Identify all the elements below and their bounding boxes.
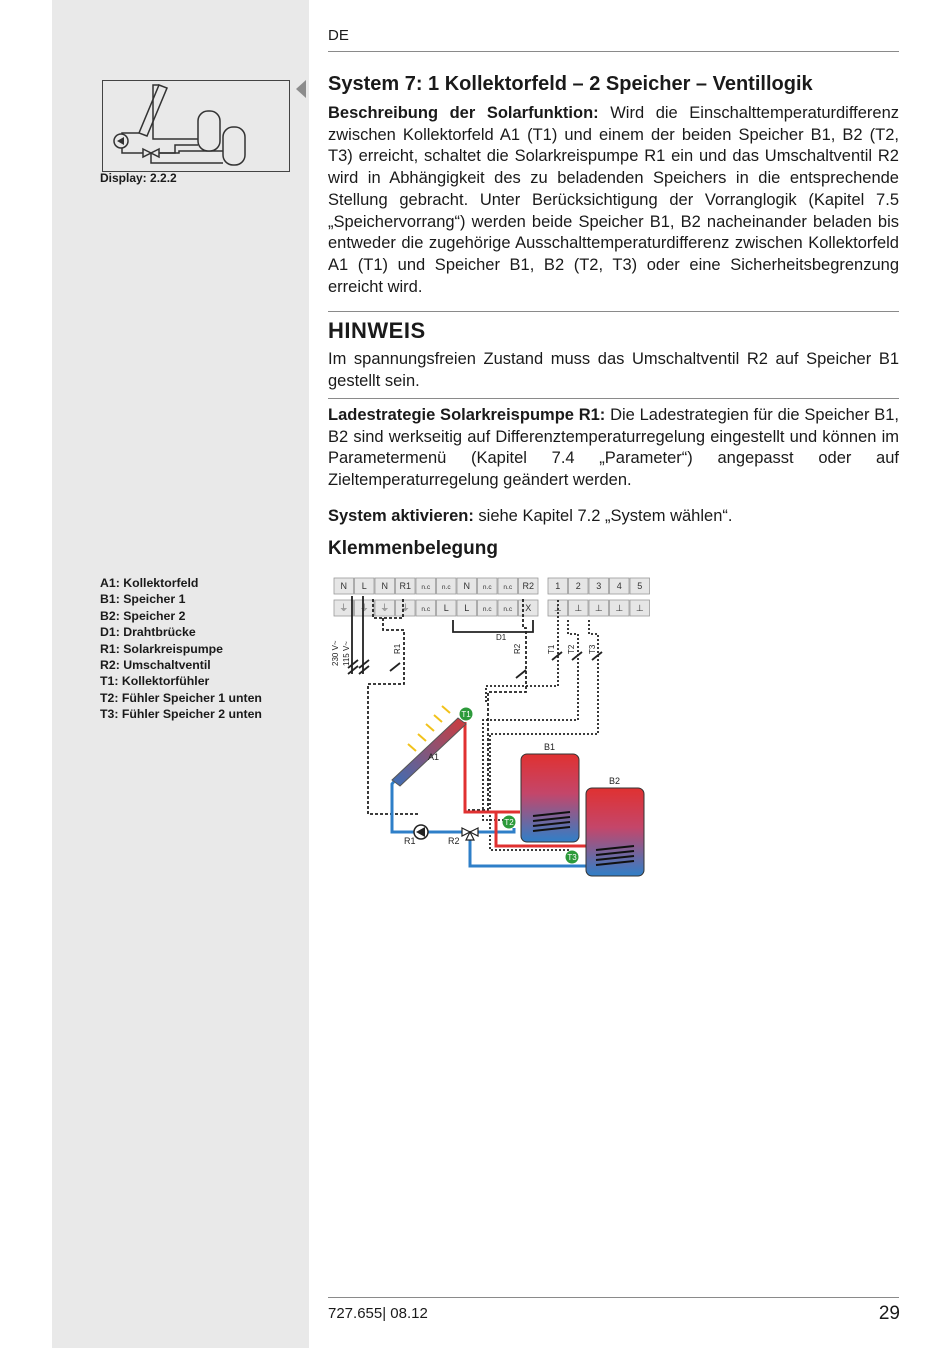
footer-rule: [328, 1297, 899, 1298]
legend-item: R1: Solarkreispumpe: [100, 641, 224, 656]
page-title: System 7: 1 Kollektorfeld – 2 Speicher – Ventillogik: [328, 73, 813, 95]
hot-pipe: [465, 722, 520, 812]
document-number: 727.655| 08.12: [328, 1305, 428, 1322]
terminal-bottom-7: n.c: [482, 606, 492, 613]
label-r2: R2: [448, 836, 460, 846]
terminal-top-9: R2: [522, 581, 535, 591]
sensor-terminal-bottom-2: ⊥: [594, 603, 603, 613]
ladestrategie-label: Ladestrategie Solarkreispumpe R1:: [328, 406, 606, 424]
hinweis-title: HINWEIS: [328, 318, 426, 343]
legend-item: T3: Fühler Speicher 2 unten: [100, 707, 262, 722]
sensor-t1-label: T1: [461, 710, 471, 719]
sensor-terminal-top-3: 4: [616, 581, 622, 591]
valve-r2-icon: [462, 828, 478, 840]
hinweis-rule-bottom: [328, 398, 899, 399]
terminal-top-6: N: [463, 581, 470, 591]
description-paragraph: [328, 103, 899, 298]
sensor-terminal-top-2: 3: [596, 581, 602, 591]
klemmenbelegung-title: Klemmenbelegung: [328, 538, 498, 559]
label-b1: B1: [544, 742, 556, 752]
wire-label-r2: R2: [513, 643, 522, 654]
header-rule: [328, 51, 899, 52]
terminal-bottom-5: L: [443, 603, 449, 613]
description-label: Beschreibung der Solarfunktion:: [328, 104, 599, 122]
wire-label-t2: T2: [567, 644, 576, 654]
terminal-top-3: R1: [399, 581, 412, 591]
wire-label-t1: T1: [547, 644, 556, 654]
ladestrategie-paragraph: [328, 405, 899, 492]
wire-label-t3: T3: [588, 644, 597, 654]
voltage-115: 115 V~: [342, 641, 351, 666]
r2-wire: [468, 599, 526, 810]
label-r1: R1: [404, 836, 416, 846]
legend-list: [100, 575, 262, 723]
aktivieren-paragraph: [328, 506, 899, 528]
terminal-top-1: L: [361, 581, 367, 591]
wiring-diagram: [328, 574, 668, 889]
terminal-top-7: n.c: [482, 584, 492, 591]
aktivieren-label: System aktivieren:: [328, 507, 474, 525]
terminal-bottom-4: n.c: [421, 606, 431, 613]
sensor-terminal-bottom-3: ⊥: [615, 603, 624, 613]
legend-item: T2: Fühler Speicher 1 unten: [100, 690, 262, 705]
sensor-terminal-bottom-1: ⊥: [574, 603, 583, 613]
voltage-230: 230 V~: [331, 640, 340, 666]
display-icon: [102, 80, 290, 172]
terminal-bottom-3: ⏚: [400, 603, 410, 613]
d1-bridge-wire: [453, 620, 533, 632]
legend-item: B2: Speicher 2: [100, 608, 186, 623]
legend-item: T1: Kollektorfühler: [100, 674, 210, 689]
page-number: 29: [878, 1303, 900, 1324]
hinweis-text: Im spannungsfreien Zustand muss das Umschaltventil R2 auf Speicher B1 gestellt sein.: [328, 350, 899, 390]
terminal-bottom-8: n.c: [503, 606, 513, 613]
legend-item: A1: Kollektorfeld: [100, 576, 199, 590]
language-code: DE: [328, 27, 349, 44]
sensor-terminal-bottom-4: ⊥: [635, 603, 644, 613]
label-a1: A1: [428, 752, 440, 762]
sensor-terminal-bottom-0: ⊥: [553, 603, 562, 613]
sensor-terminal-top-1: 2: [575, 581, 581, 591]
pointer-arrow-icon: [296, 80, 306, 98]
terminal-bottom-2: ⏚: [380, 603, 390, 613]
label-d1: D1: [496, 633, 507, 642]
terminal-top-8: n.c: [503, 584, 513, 591]
terminal-top-5: n.c: [441, 584, 451, 591]
terminal-top-0: N: [340, 581, 347, 591]
terminal-bottom-1: ⏚: [359, 603, 369, 613]
terminal-top-2: N: [381, 581, 388, 591]
aktivieren-text: siehe Kapitel 7.2 „System wählen“.: [473, 507, 733, 525]
terminal-top-4: n.c: [421, 584, 431, 591]
description-text: Wird die Einschalttemperaturdifferenz zwischen Kollektorfeld A1 (T1) und einem der beiden Speicher B1, B2 (T2, T3) erreicht, schaltet die Solarkreispumpe R1 ein und das Umschaltventil R2 wird in Abhängigkeit des zu beladenden Speichers in die entsprechende Stellung gebracht. Unter Berücksichtigung der Vorranglogik (Kapitel 7.5 „Speichervorrang“) werden beide Speicher B1, B2 nacheinander beladen bis entweder die zugehörige Ausschalttemperaturdifferenz zwischen Kollektorfeld A1 (T1) und Speicher B1, B2 (T2, T3) oder eine Sicherheitsbegrenzung erreicht wird.: [328, 104, 899, 296]
sensor-terminal-top-0: 1: [555, 581, 561, 591]
terminal-bottom-9: X: [525, 603, 532, 613]
terminal-block: [334, 578, 650, 616]
legend-item: B1: Speicher 1: [100, 592, 186, 607]
sensor-t3-label: T3: [567, 853, 577, 862]
terminal-bottom-0: ⏚: [339, 603, 349, 613]
display-label: Display: 2.2.2: [100, 171, 177, 185]
legend-item: R2: Umschaltventil: [100, 658, 211, 673]
ladestrategie-text: Die Ladestrategien für die Speicher B1, B2 sind werkseitig auf Differenztemperaturregelung eingestellt und können im Parametermenü (Kapitel 7.4 „Parameter“) angepasst oder auf Zieltemperaturregelung geändert werden.: [328, 406, 900, 490]
wire-label-r1: R1: [393, 643, 402, 654]
label-b2: B2: [609, 776, 621, 786]
sensor-terminal-top-4: 5: [637, 581, 643, 591]
terminal-bottom-6: L: [464, 603, 470, 613]
legend-item: D1: Drahtbrücke: [100, 625, 196, 640]
sensor-t2-label: T2: [504, 818, 514, 827]
hinweis-rule-top: [328, 311, 899, 312]
